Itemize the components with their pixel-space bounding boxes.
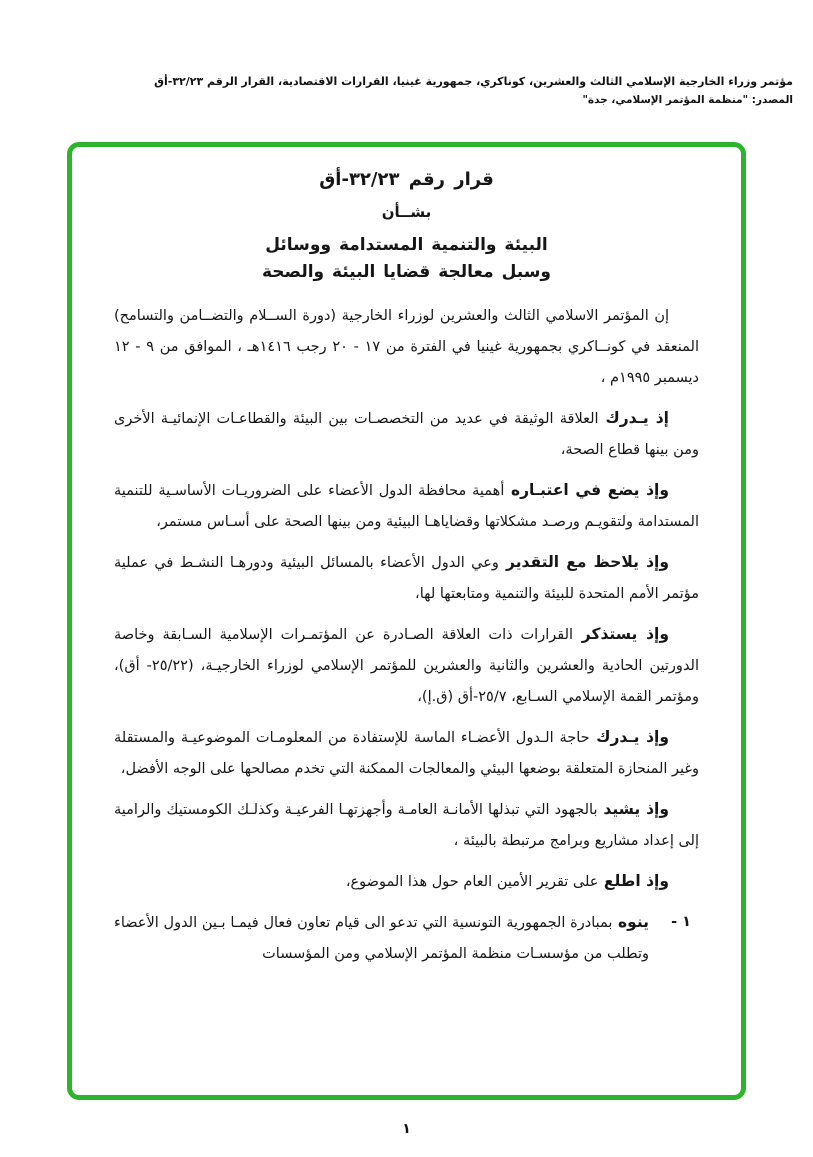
paragraph-lead: وإذ يشيد	[597, 800, 669, 818]
paragraph-text: القرارات ذات العلاقة الصـادرة عن المؤتمـرات الإسلامية السـابقة وخاصة الدورتين الحادية والعشرين والثانية والعشرين للمؤتمر الإسلامي لوزراء الخارجيـة، (٢٥/٢٢- أق)، ومؤتمر القمة الإسلامي السـابع، ٢٥/٧-أق (ق.إ)،	[114, 627, 699, 705]
document-highlight-frame	[67, 142, 746, 1100]
preamble-paragraph	[114, 619, 699, 713]
item-number: ١ -	[671, 914, 691, 930]
preamble-paragraph	[114, 794, 699, 857]
preamble-paragraph	[114, 403, 699, 466]
preamble-paragraph	[114, 300, 699, 394]
paragraph-text: وعي الدول الأعضاء بالمسائل البيئية ودورهـا النشـط في عملية مؤتمر الأمم المتحدة للبيئة والتنمية ومتابعتها لها،	[114, 555, 699, 602]
numbered-item	[114, 907, 699, 970]
source-line: المصدر: "منظمة المؤتمر الإسلامي، جدة"	[582, 94, 793, 106]
paragraph-lead: وإذ يستذكر	[573, 625, 669, 643]
preamble-paragraph	[114, 547, 699, 610]
paragraph-lead: وإذ يلاحظ مع التقدير	[498, 553, 669, 571]
paragraph-text: على تقرير الأمين العام حول هذا الموضوع،	[345, 874, 599, 890]
item-lead: ينوه	[612, 913, 649, 931]
preamble-paragraph	[114, 722, 699, 785]
resolution-number-title: قرار رقم ٣٢/٢٣-أق	[319, 169, 494, 190]
preamble-paragraph	[114, 866, 699, 898]
paragraph-lead: وإذ يـدرك	[589, 728, 669, 746]
title-line-2: وسبل معالجة قضايا البيئة والصحة	[262, 262, 551, 282]
item-text	[114, 907, 649, 970]
document-title-block	[114, 169, 699, 286]
item-body: بمبادرة الجمهورية التونسية التي تدعو الى قيام تعاون فعال فيمـا بـين الدول الأعضاء وتطلب من مؤسسـات منظمة المؤتمر الإسلامي ومن المؤسسات	[114, 915, 649, 962]
paragraph-text: أهمية محافظة الدول الأعضاء على الضروريـات الأساسـية للتنمية المستدامة ولتقويـم ورصـد مشكلاتها وقضاياهـا البيئية ومن بينها الصحة على أسـاس مستمر،	[114, 483, 699, 530]
title-line-1: البيئة والتنمية المستدامة ووسائل	[265, 235, 548, 255]
paragraph-lead: وإذ يضع في اعتبـاره	[504, 481, 669, 499]
citation-line: مؤتمر وزراء الخارجية الإسلامي الثالث والعشرين، كوناكري، جمهورية غينيا، القرارات الاقتصادية، القرار الرقم ٣٢/٢٣-أق	[154, 75, 793, 88]
preamble-paragraph	[114, 475, 699, 538]
citation-header	[88, 72, 793, 110]
paragraph-text: حاجة الـدول الأعضـاء الماسة للإستفادة من المعلومـات الموضوعيـة والمستقلة وغير المنحازة المتعلقة بوضعها البيئي والمعالجات الممكنة التي تخدم مصالحها على الوجه الأفضل،	[114, 730, 699, 777]
page-number: ١	[402, 1121, 411, 1137]
paragraph-lead: وإذ اطلع	[598, 872, 669, 890]
paragraph-text: بالجهود التي تبذلها الأمانـة العامـة وأجهزتهـا الفرعيـة وكذلـك الكومستيك والرامية إلى إعداد مشاريع وبرامج مرتبطة بالبيئة ،	[114, 802, 699, 849]
paragraph-text: إن المؤتمر الاسلامي الثالث والعشرين لوزراء الخارجية (دورة الســلام والتضــامن والتسامح) المنعقد في كونــاكري بجمهورية غينيا في الفترة من ١٧ - ٢٠ رجب ١٤١٦هـ ، الموافق من ٩ - ١٢ ديسمبر ١٩٩٥م ،	[114, 308, 699, 386]
paragraph-text: العلاقة الوثيقة في عديد من التخصصـات بين البيئة والقطاعـات الإنمائيـة الأخرى ومن بينها قطاع الصحة،	[114, 411, 699, 458]
paragraph-lead: إذ يـدرك	[598, 409, 669, 427]
subject-word: بشــأن	[381, 203, 432, 221]
